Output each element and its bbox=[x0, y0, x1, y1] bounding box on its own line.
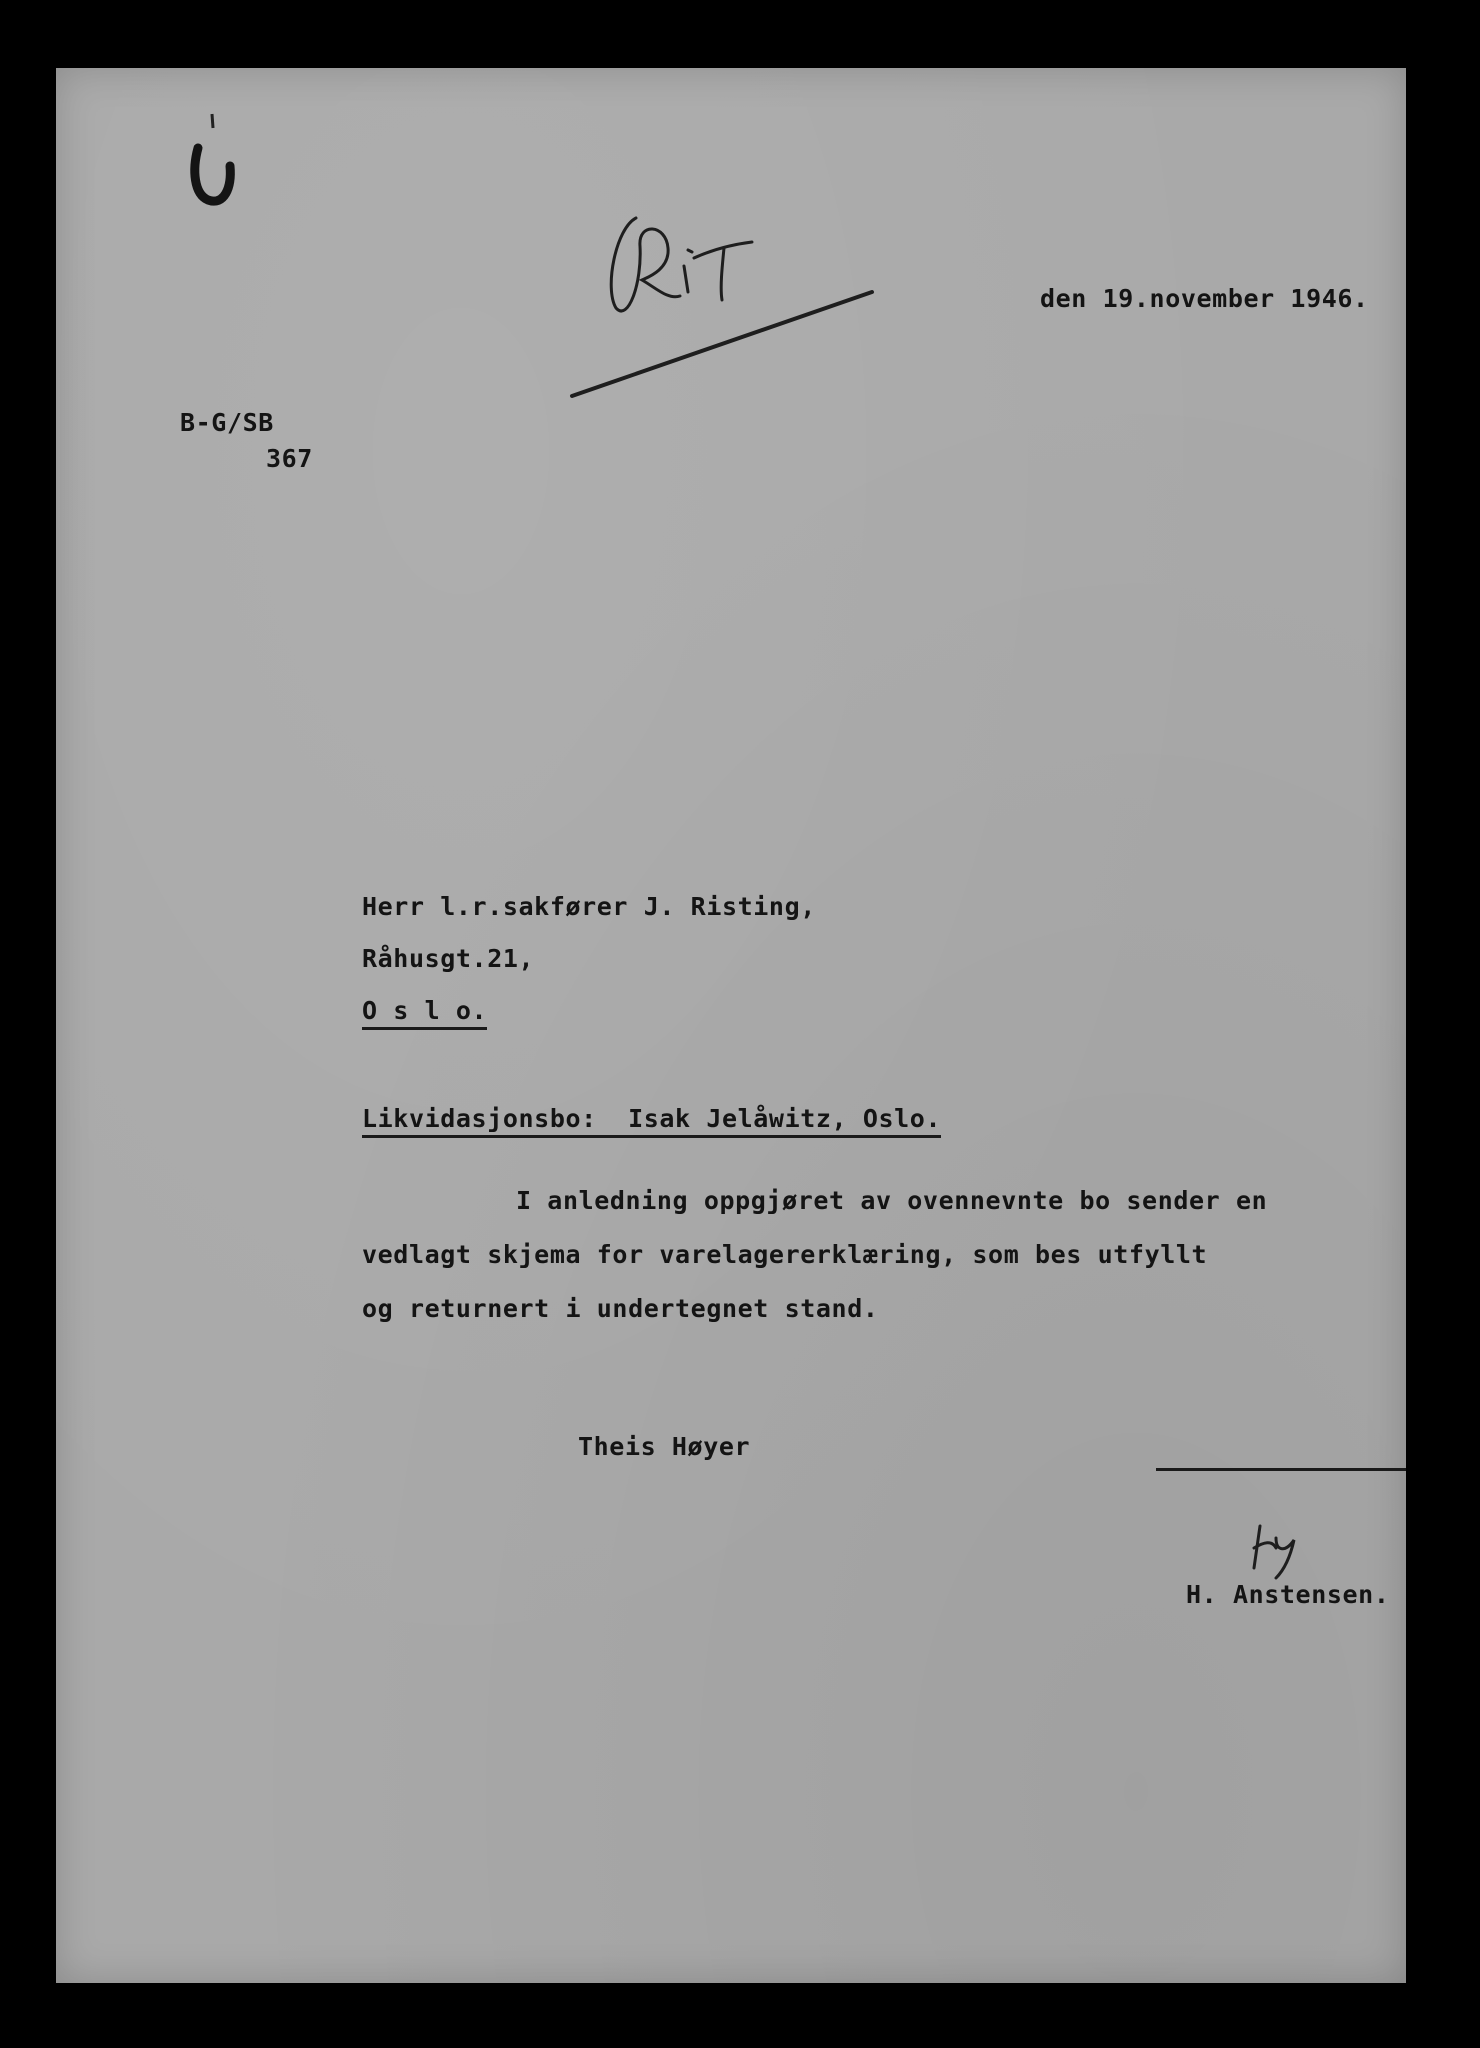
body-line-2: vedlagt skjema for varelagererklæring, som bes utfyllt bbox=[362, 1240, 1208, 1269]
body-line-3: og returnert i undertegnet stand. bbox=[362, 1294, 879, 1323]
handwritten-initials-bottom bbox=[1246, 1518, 1316, 1588]
signatory-left: Theis Høyer bbox=[578, 1432, 751, 1461]
letter-page bbox=[56, 68, 1406, 1983]
signatory-right: H. Anstensen. bbox=[1186, 1580, 1390, 1609]
punch-hook-mark bbox=[166, 108, 246, 218]
subject-line: Likvidasjonsbo: Isak Jelåwitz, Oslo. bbox=[362, 1104, 941, 1138]
body-line-1: I anledning oppgjøret av ovennevnte bo sender en bbox=[516, 1186, 1268, 1215]
recipient-name: Herr l.r.sakfører J. Risting, bbox=[362, 892, 816, 921]
recipient-city: O s l o. bbox=[362, 996, 487, 1030]
handwritten-initials-top bbox=[576, 188, 896, 448]
signature-rule bbox=[1156, 1468, 1406, 1471]
recipient-street: Råhusgt.21, bbox=[362, 944, 535, 973]
reference-code: B-G/SB bbox=[180, 408, 274, 437]
reference-number: 367 bbox=[266, 444, 313, 473]
letter-date: den 19.november 1946. bbox=[1040, 284, 1369, 313]
